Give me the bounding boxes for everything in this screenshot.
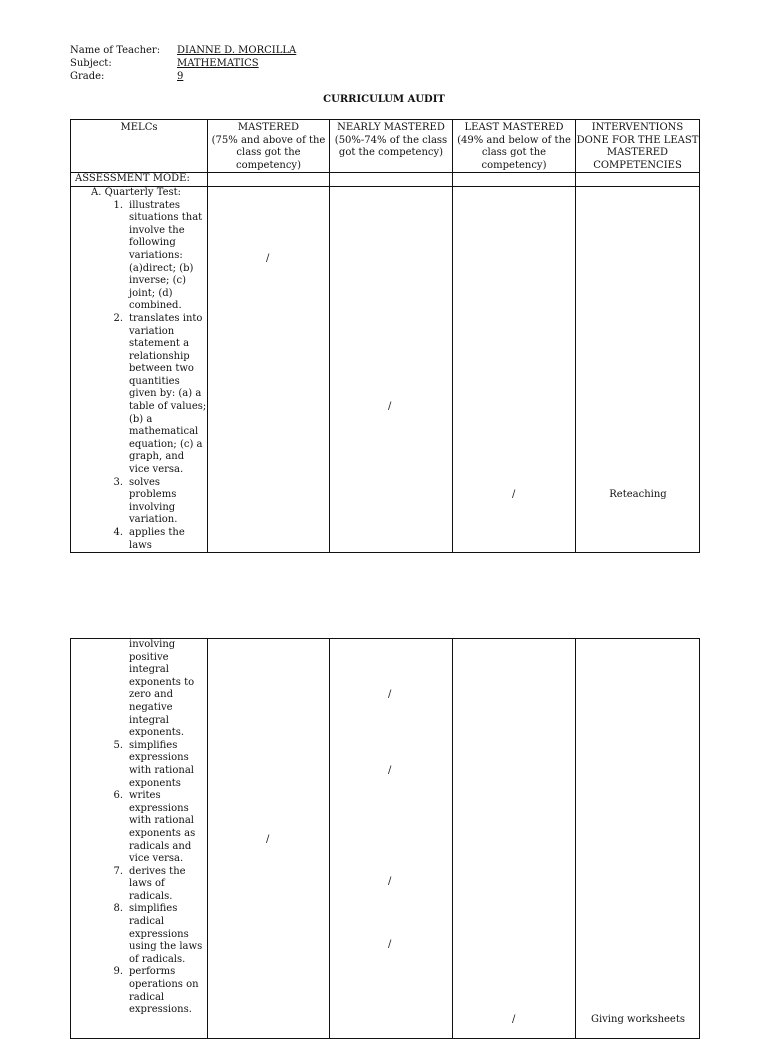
check-mark: / (388, 689, 392, 700)
list-item: 4. applies the laws (113, 527, 185, 551)
curriculum-table-2 (70, 638, 700, 1039)
check-mark: / (388, 765, 392, 776)
list-item: 8. simplifies radical expressions using the laws of radicals. (113, 903, 203, 965)
curriculum-table-1 (70, 119, 700, 553)
list-item: 9. performs operations on radical expressions. (113, 966, 199, 1016)
grade-line (70, 70, 183, 83)
mastered-cell (208, 186, 330, 552)
col-header-nearly-mastered: NEARLY MASTERED (50%-74% of the class got the competency) (330, 120, 453, 173)
check-mark: / (512, 1014, 516, 1025)
col-header-least-mastered: LEAST MASTERED (49% and below of the class got the competency) (453, 120, 576, 173)
assessment-mode-row (71, 173, 700, 187)
list-item-continuation: involving positive integral exponents to zero and negative integral exponents. (129, 639, 195, 739)
list-item: 3. solves problems involving variation. (113, 476, 178, 526)
assessment-mode-label: ASSESSMENT MODE: (75, 173, 190, 185)
subject-value: MATHEMATICS (177, 58, 259, 69)
least-mastered-cell (453, 639, 576, 1039)
grade-value: 9 (177, 71, 184, 82)
list-item: 6. writes expressions with rational exponents as radicals and vice versa. (113, 790, 196, 865)
grade-label: Grade: (70, 71, 105, 82)
table-row-items-1-4 (71, 186, 700, 552)
intervention-text: Reteaching (609, 488, 667, 500)
list-item: 5. simplifies expressions with rational exponents (113, 739, 194, 789)
table-row-items-4-9 (71, 639, 700, 1039)
teacher-line (70, 44, 296, 57)
col-header-melcs: MELCs (71, 120, 208, 173)
quarterly-test-label: A. Quarterly Test: (91, 186, 182, 198)
subject-label: Subject: (70, 58, 112, 69)
intervention-text: Giving worksheets (590, 1014, 686, 1025)
col-header-interventions: INTERVENTIONS DONE FOR THE LEAST MASTERED COMPETENCIES (576, 120, 700, 173)
list-item: 1. illustrates situations that involve the following variations: (a)direct; (b) inverse; (c) joint; (d) combined. (113, 199, 203, 312)
teacher-value: DIANNE D. MORCILLA (177, 45, 297, 56)
nearly-mastered-cell (330, 639, 453, 1039)
check-mark: / (388, 400, 392, 412)
check-mark: / (388, 876, 392, 887)
table-header-row (71, 120, 700, 173)
least-mastered-cell (453, 186, 576, 552)
check-mark: / (266, 834, 270, 845)
document-title: CURRICULUM AUDIT (323, 94, 445, 105)
nearly-mastered-cell (330, 186, 453, 552)
check-mark: / (388, 939, 392, 950)
teacher-label: Name of Teacher: (70, 45, 161, 56)
list-item: 2. translates into variation statement a relationship between two quantities given by: (a) a table of values; (b) a mathematical equation; (c) a graph, and vice versa. (113, 312, 207, 476)
subject-line (70, 57, 259, 70)
col-header-mastered: MASTERED (75% and above of the class got the competency) (208, 120, 330, 173)
interventions-cell (576, 186, 700, 552)
check-mark: / (512, 488, 516, 500)
interventions-cell (576, 639, 700, 1039)
mastered-cell (208, 639, 330, 1039)
list-item: 7. derives the laws of radicals. (113, 865, 186, 902)
check-mark: / (266, 252, 270, 264)
